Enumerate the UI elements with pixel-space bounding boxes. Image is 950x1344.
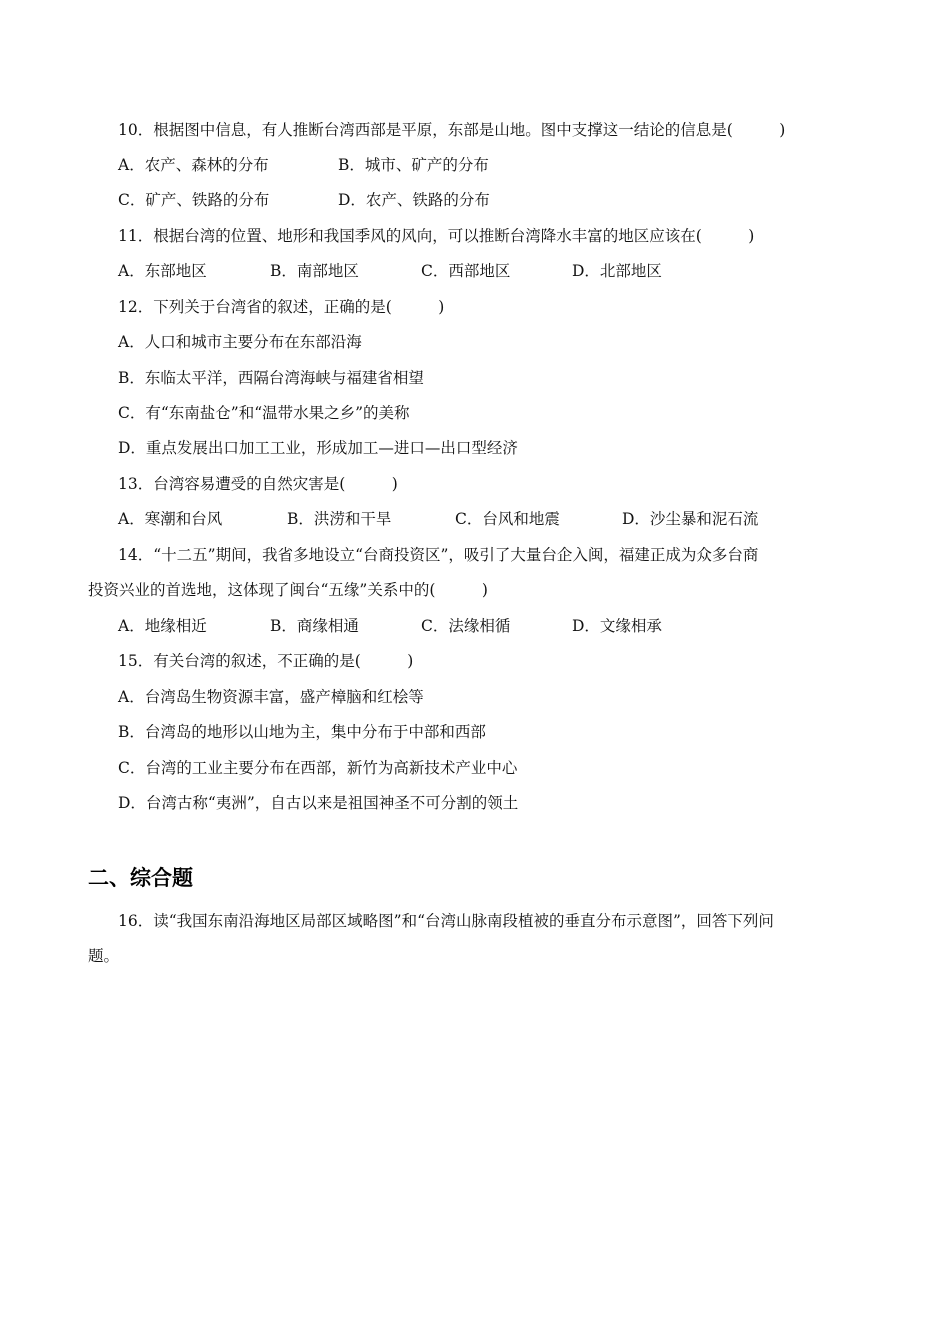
q14-option-d[interactable]: D．文缘相承 <box>572 617 662 635</box>
q12-option-c[interactable]: C．有“东南盐仓”和“温带水果之乡”的美称 <box>118 404 410 422</box>
q14-option-c[interactable]: C．法缘相循 <box>421 617 511 635</box>
q11-option-d[interactable]: D．北部地区 <box>572 262 662 280</box>
q13-option-a[interactable]: A．寒潮和台风 <box>118 510 223 528</box>
section-title: 二、综合题 <box>88 866 193 890</box>
q15-option-c[interactable]: C．台湾的工业主要分布在西部，新竹为高新技术产业中心 <box>118 759 518 777</box>
q10-option-b[interactable]: B．城市、矿产的分布 <box>338 156 489 174</box>
q14-option-b[interactable]: B．商缘相通 <box>270 617 359 635</box>
question-11-stem: 11．根据台湾的位置、地形和我国季风的风向，可以推断台湾降水丰富的地区应该在( ) <box>118 227 755 245</box>
question-16-stem-line1: 16．读“我国东南沿海地区局部区域略图”和“台湾山脉南段植被的垂直分布示意图”，回答下列问 <box>118 912 774 930</box>
q13-option-d[interactable]: D．沙尘暴和泥石流 <box>622 510 759 528</box>
q14-option-a[interactable]: A．地缘相近 <box>118 617 207 635</box>
question-16-stem-line2: 题。 <box>88 947 120 965</box>
q11-option-a[interactable]: A．东部地区 <box>118 262 207 280</box>
q12-option-a[interactable]: A．人口和城市主要分布在东部沿海 <box>118 333 362 351</box>
question-13-stem: 13．台湾容易遭受的自然灾害是( ) <box>118 475 398 493</box>
q12-option-b[interactable]: B．东临太平洋，西隔台湾海峡与福建省相望 <box>118 369 424 387</box>
question-10-stem: 10．根据图中信息，有人推断台湾西部是平原，东部是山地。图中支撑这一结论的信息是( ) <box>118 121 786 139</box>
q10-option-a[interactable]: A．农产、森林的分布 <box>118 156 269 174</box>
q15-option-d[interactable]: D．台湾古称“夷洲”，自古以来是祖国神圣不可分割的领土 <box>118 794 519 812</box>
q15-option-b[interactable]: B．台湾岛的地形以山地为主，集中分布于中部和西部 <box>118 723 486 741</box>
q11-option-c[interactable]: C．西部地区 <box>421 262 511 280</box>
q15-option-a[interactable]: A．台湾岛生物资源丰富，盛产樟脑和红桧等 <box>118 688 424 706</box>
q13-option-b[interactable]: B．洪涝和干旱 <box>287 510 392 528</box>
question-14-stem-line2: 投资兴业的首选地，这体现了闽台“五缘”关系中的( ) <box>88 581 488 599</box>
question-14-stem-line1: 14．“十二五”期间，我省多地设立“台商投资区”，吸引了大量台企入闽，福建正成为众多台商 <box>118 546 759 564</box>
question-15-stem: 15．有关台湾的叙述，不正确的是( ) <box>118 652 414 670</box>
question-12-stem: 12．下列关于台湾省的叙述，正确的是( ) <box>118 298 445 316</box>
q11-option-b[interactable]: B．南部地区 <box>270 262 359 280</box>
q12-option-d[interactable]: D．重点发展出口加工工业，形成加工—进口—出口型经济 <box>118 439 518 457</box>
q13-option-c[interactable]: C．台风和地震 <box>455 510 560 528</box>
q10-option-c[interactable]: C．矿产、铁路的分布 <box>118 191 270 209</box>
q10-option-d[interactable]: D．农产、铁路的分布 <box>338 191 490 209</box>
